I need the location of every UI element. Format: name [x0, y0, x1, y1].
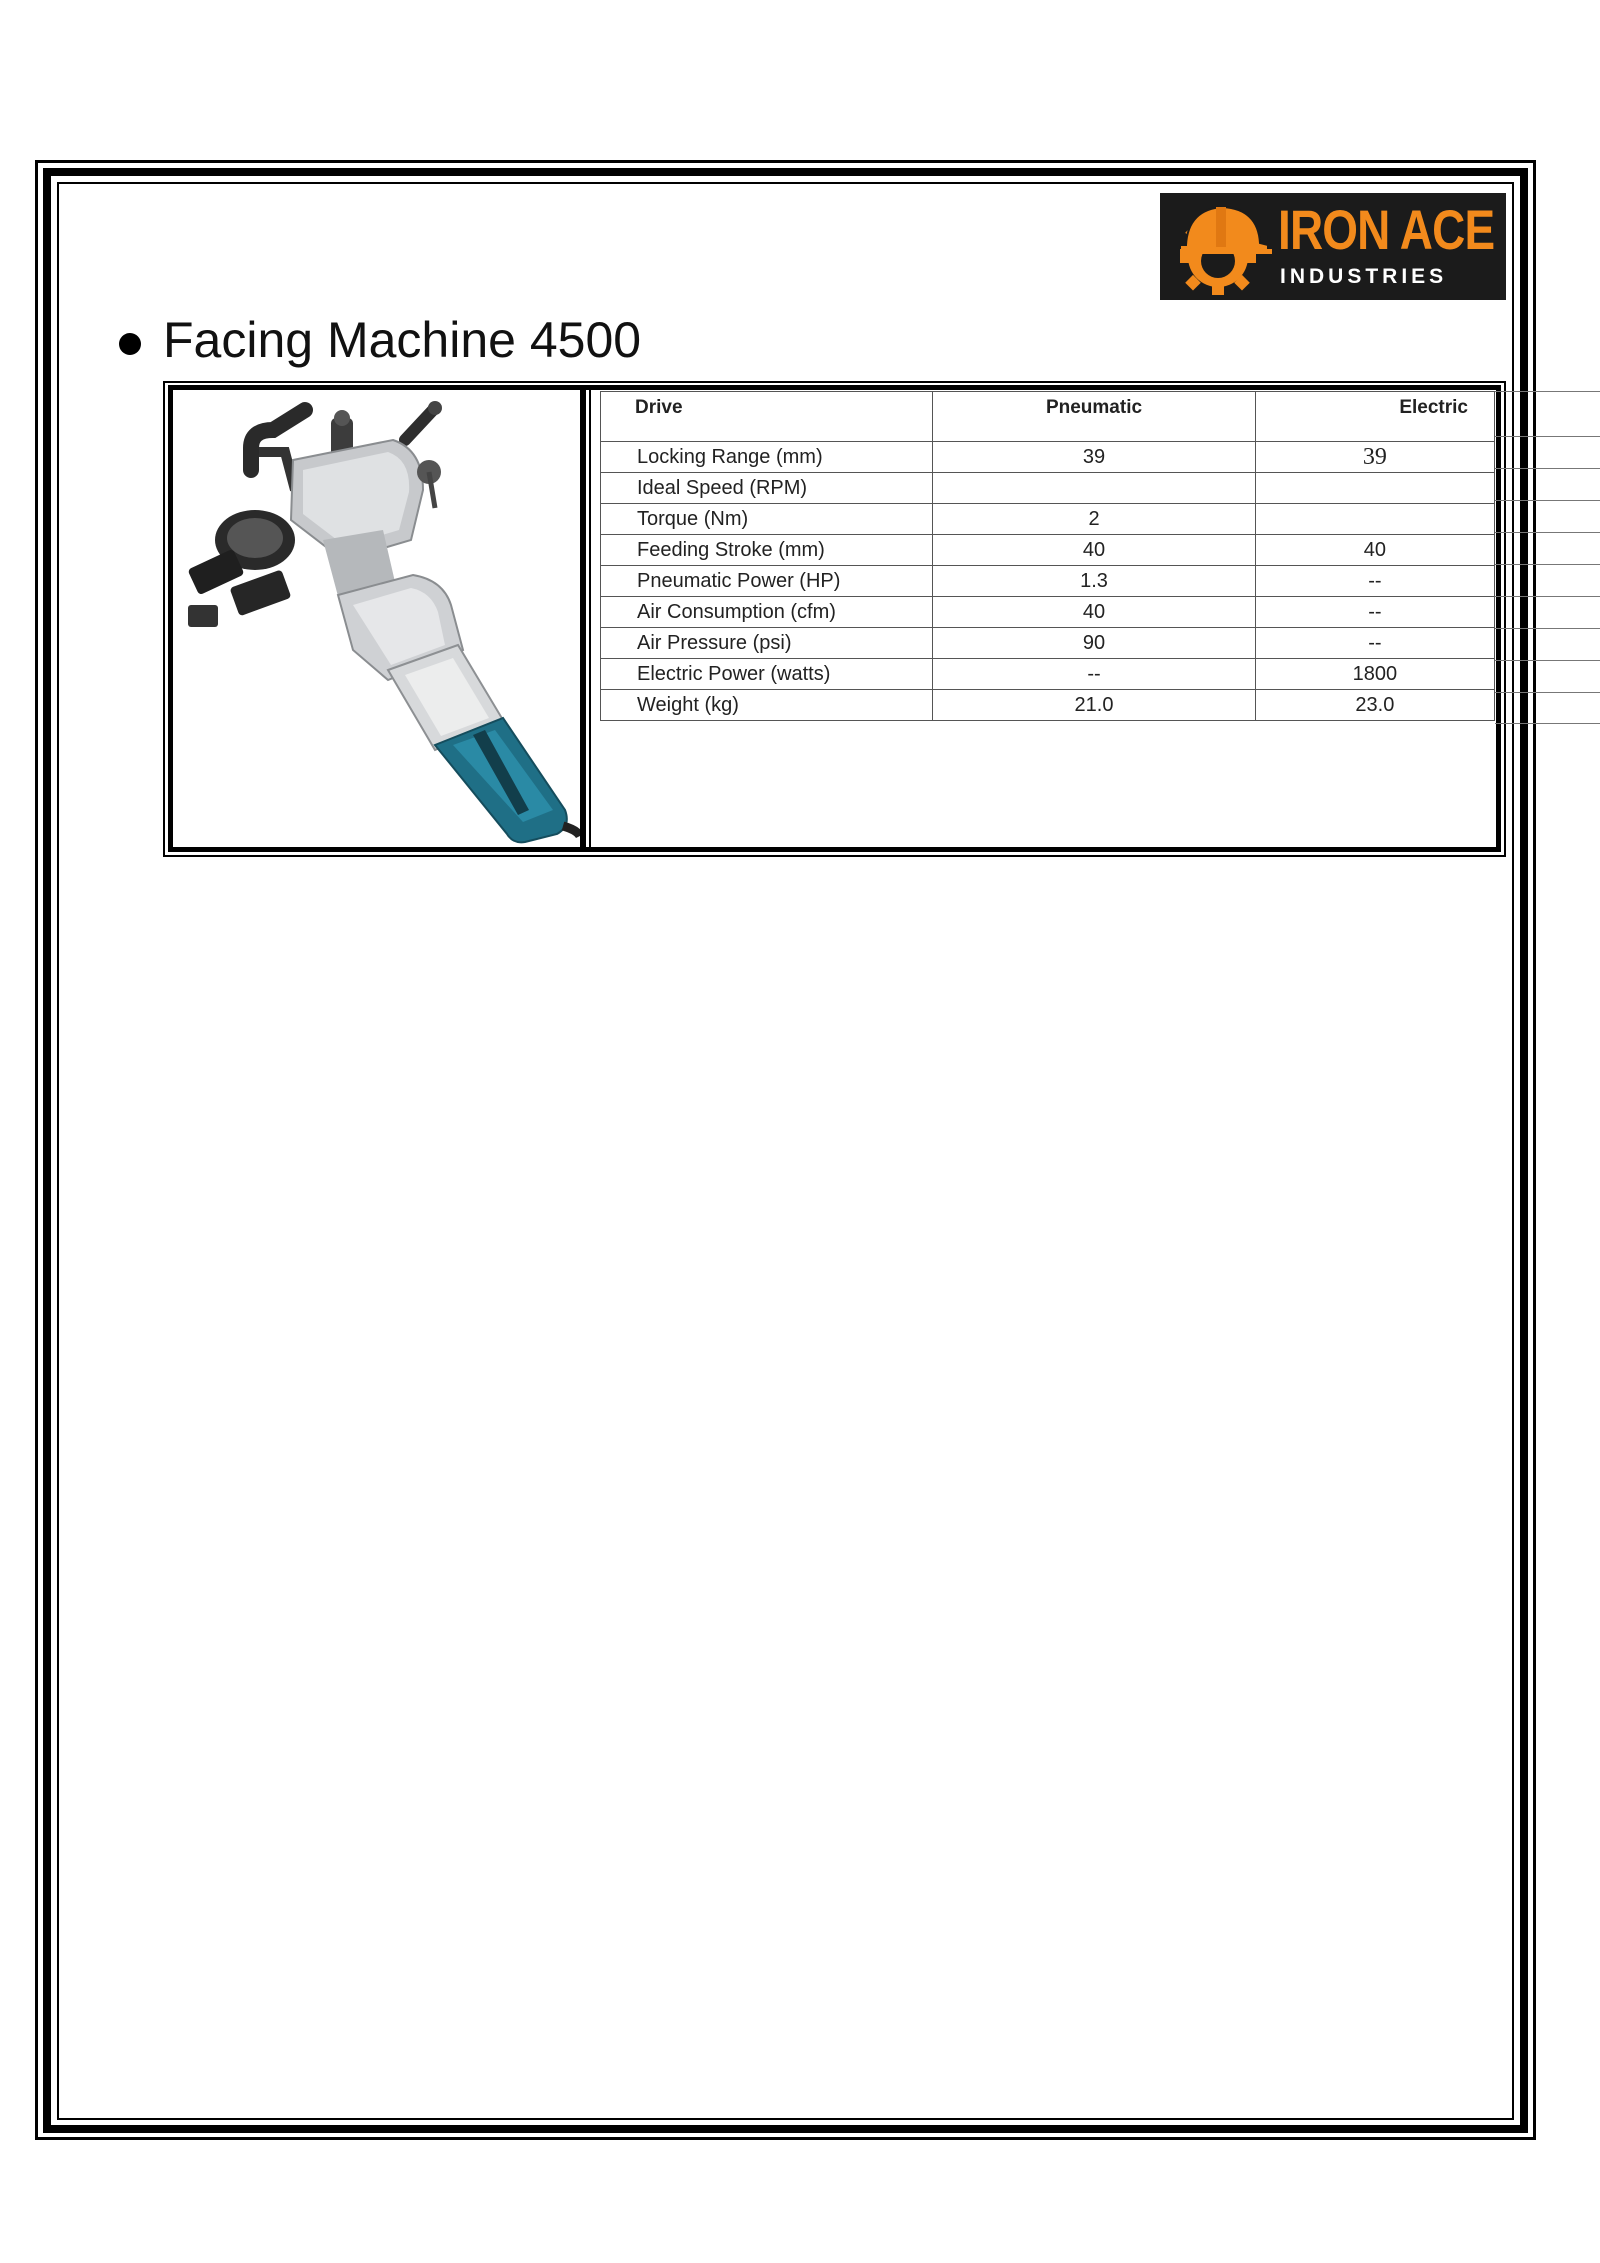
column-divider [580, 387, 586, 852]
pneumatic-value: -- [933, 659, 1256, 690]
table-gridline-extension [1495, 500, 1600, 501]
hardhat-gear-icon [1168, 199, 1273, 295]
pneumatic-value: 90 [933, 628, 1256, 659]
table-gridline-extension [1495, 596, 1600, 597]
pneumatic-value: 1.3 [933, 566, 1256, 597]
table-gridline-extension [1495, 564, 1600, 565]
table-row [601, 566, 1495, 597]
table-row [601, 473, 1495, 504]
table-gridline-extension [1495, 628, 1600, 629]
row-label: Pneumatic Power (HP) [601, 566, 933, 597]
table-row [601, 659, 1495, 690]
specs-table [600, 391, 1495, 721]
column-divider-thin [589, 387, 591, 852]
pneumatic-value: 40 [933, 535, 1256, 566]
pneumatic-value: 2 [933, 504, 1256, 535]
row-label: Weight (kg) [601, 690, 933, 721]
electric-value: -- [1255, 566, 1494, 597]
row-label: Locking Range (mm) [601, 442, 933, 473]
pneumatic-value: 39 [933, 442, 1256, 473]
row-label: Electric Power (watts) [601, 659, 933, 690]
pneumatic-value: 21.0 [933, 690, 1256, 721]
page-title: Facing Machine 4500 [163, 312, 642, 368]
header-electric: Electric [1255, 392, 1494, 442]
row-label: Torque (Nm) [601, 504, 933, 535]
table-row [601, 535, 1495, 566]
electric-value: 39 [1255, 442, 1494, 473]
pneumatic-value [933, 473, 1256, 504]
table-gridline-extension [1495, 391, 1600, 392]
pneumatic-value: 40 [933, 597, 1256, 628]
logo-subtitle: INDUSTRIES [1280, 265, 1448, 288]
product-image [173, 390, 580, 847]
electric-value: 40 [1255, 535, 1494, 566]
table-gridline-extension [1495, 692, 1600, 693]
logo-title: IRON ACE [1278, 198, 1495, 261]
header-pneumatic: Pneumatic [933, 392, 1256, 442]
table-row [601, 504, 1495, 535]
table-row [601, 442, 1495, 473]
row-label: Ideal Speed (RPM) [601, 473, 933, 504]
table-gridline-extension [1495, 723, 1600, 724]
row-label: Feeding Stroke (mm) [601, 535, 933, 566]
electric-value: -- [1255, 628, 1494, 659]
table-gridline-extension [1495, 468, 1600, 469]
header-drive: Drive [601, 392, 933, 442]
bullet-icon [119, 333, 141, 355]
electric-value [1255, 504, 1494, 535]
electric-value: -- [1255, 597, 1494, 628]
electric-value [1255, 473, 1494, 504]
row-label: Air Pressure (psi) [601, 628, 933, 659]
row-label: Air Consumption (cfm) [601, 597, 933, 628]
electric-value: 23.0 [1255, 690, 1494, 721]
iron-ace-logo [1160, 193, 1506, 300]
table-gridline-extension [1495, 532, 1600, 533]
facing-machine-illustration [173, 390, 580, 847]
table-row [601, 690, 1495, 721]
table-header-row [601, 392, 1495, 442]
table-row [601, 628, 1495, 659]
electric-value: 1800 [1255, 659, 1494, 690]
table-gridline-extension [1495, 660, 1600, 661]
table-row [601, 597, 1495, 628]
table-gridline-extension [1495, 436, 1600, 437]
